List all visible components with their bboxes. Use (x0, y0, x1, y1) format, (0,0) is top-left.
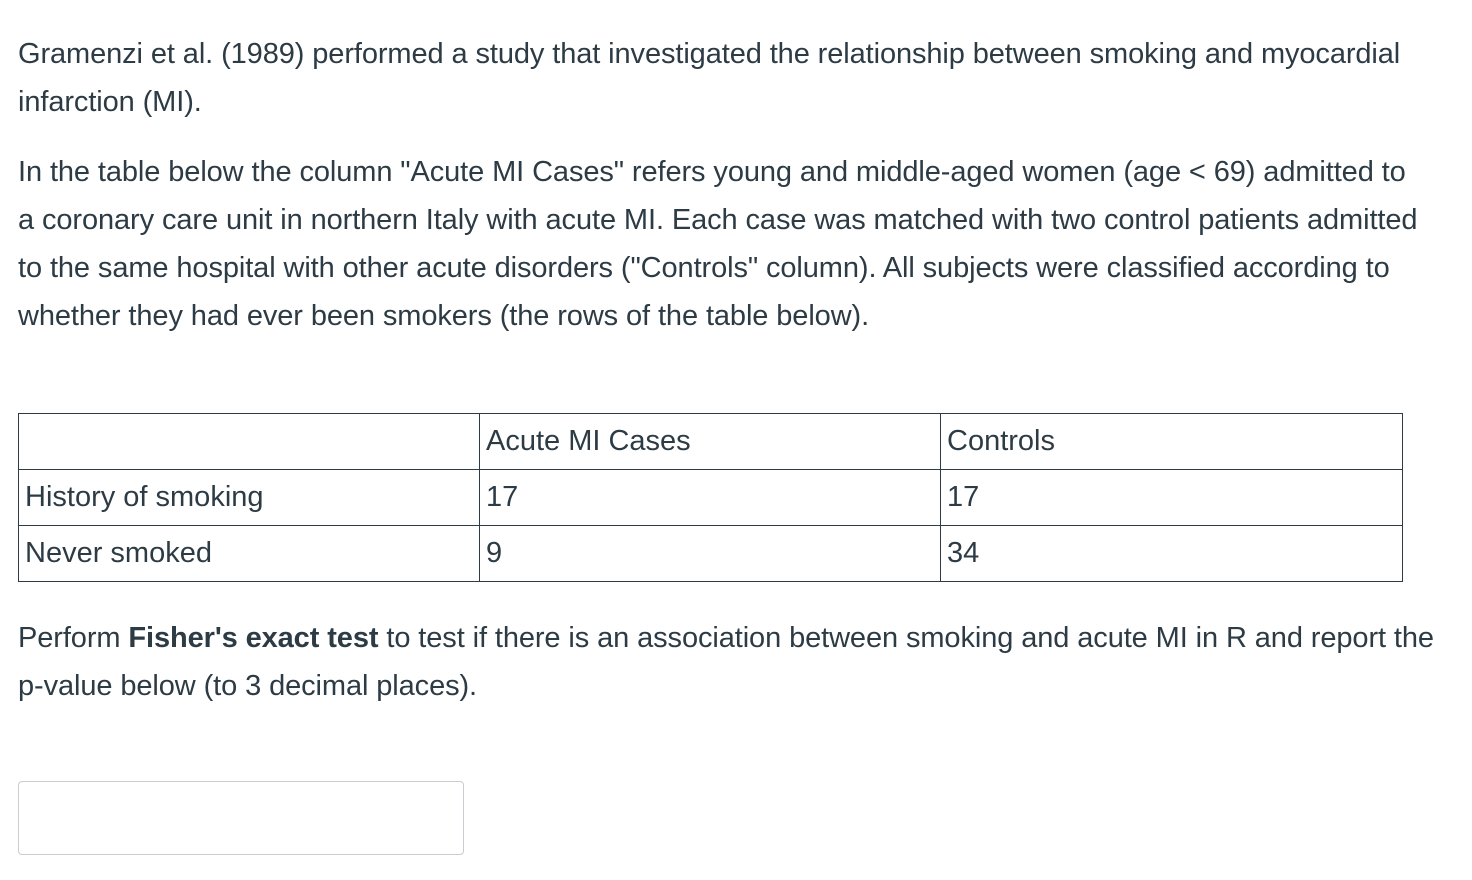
table-row (19, 526, 1403, 582)
instruction-text (18, 614, 1438, 710)
table-header-cell: Controls (941, 414, 1403, 470)
table-header-cell (19, 414, 480, 470)
table-row (19, 470, 1403, 526)
table-row-label: History of smoking (19, 470, 480, 526)
instruction-emphasis: Fisher's exact test (128, 622, 379, 654)
table-cell: 17 (480, 470, 941, 526)
instruction-prefix: Perform (18, 622, 129, 654)
table-cell: 9 (480, 526, 941, 582)
question-paragraph-intro: Gramenzi et al. (1989) performed a study that investigated the relationship between smoking and myocardial infarction (MI). (18, 38, 1401, 118)
table-header-row (19, 414, 1403, 470)
table-cell: 17 (941, 470, 1403, 526)
data-table (18, 413, 1403, 582)
question-paragraph-description: In the table below the column "Acute MI Cases" refers young and middle-aged women (age < 69) admitted to a coronary care unit in northern Italy with acute MI. Each case was matched with two control patients admitted to the same hospital with other acute disorders ("Controls" column). All subjects were classified according to whether they had ever been smokers (the rows of the table below). (18, 156, 1418, 332)
question-text (18, 30, 1418, 340)
instruction-suffix: to test if there is an association between smoking and acute MI in R and report the p-value below (to 3 decimal places). (18, 622, 1434, 702)
table-cell: 34 (941, 526, 1403, 582)
answer-input[interactable] (18, 781, 464, 855)
table-header-cell: Acute MI Cases (480, 414, 941, 470)
table-row-label: Never smoked (19, 526, 480, 582)
